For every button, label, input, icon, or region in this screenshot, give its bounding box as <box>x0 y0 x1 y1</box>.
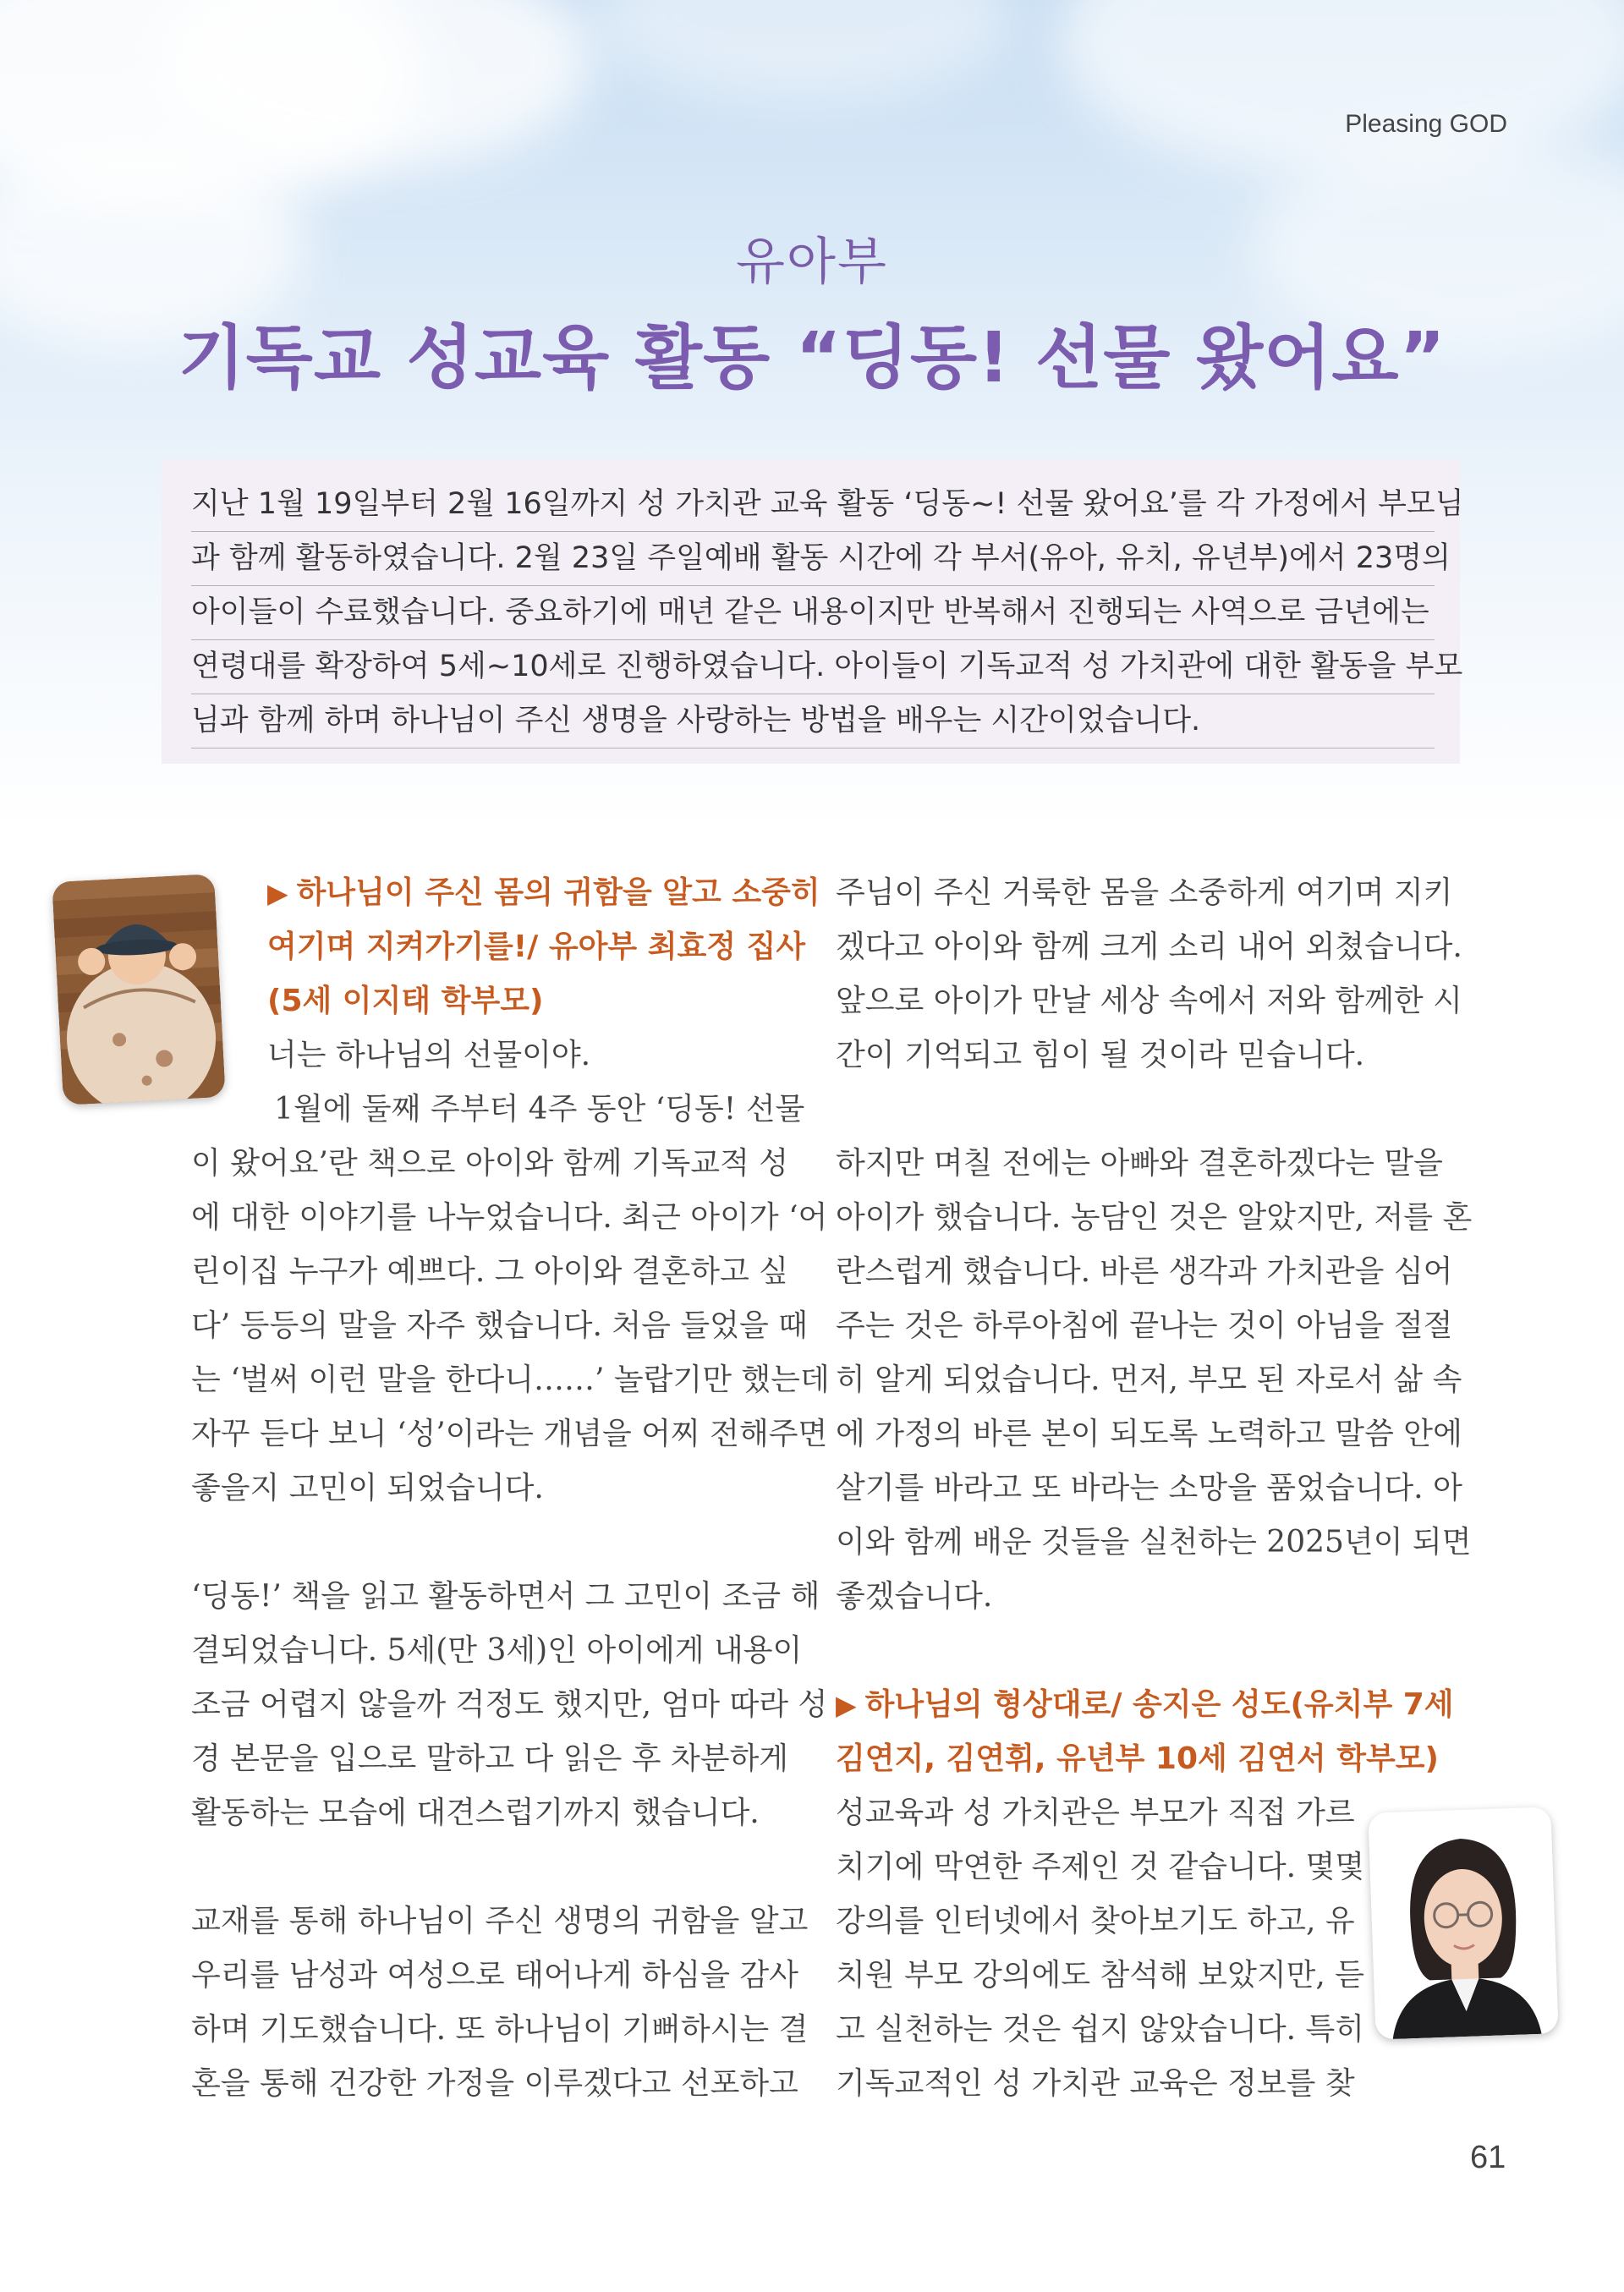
text-line: 성교육과 성 가치관은 부모가 직접 가르 <box>836 1796 1355 1830</box>
running-head: Pleasing GOD <box>1345 110 1507 138</box>
heading-line: (5세 이지태 학부모) <box>267 984 544 1018</box>
text-line: 이와 함께 배운 것들을 실천하는 2025년이 되면 <box>836 1525 1472 1560</box>
text-line: 란스럽게 했습니다. 바른 생각과 가치관을 심어 <box>836 1254 1453 1289</box>
department-title: 유아부 <box>736 233 888 292</box>
text-line: 하며 기도했습니다. 또 하나님이 기뻐하시는 결 <box>191 2012 809 2047</box>
left-column <box>191 866 830 2111</box>
arrow-icon: ▶ <box>836 1689 857 1721</box>
text-line: 치기에 막연한 주제인 것 같습니다. 몇몇 <box>836 1850 1365 1884</box>
text-line: 경 본문을 입으로 말하고 다 읽은 후 차분하게 <box>191 1741 789 1776</box>
text-line: 간이 기억되고 힘이 될 것이라 믿습니다. <box>836 1038 1365 1072</box>
text-line: 고 실천하는 것은 쉽지 않았습니다. 특히 <box>836 2012 1365 2047</box>
arrow-icon: ▶ <box>267 877 288 909</box>
heading-line: 하나님이 주신 몸의 귀함을 알고 소중히 <box>296 875 820 910</box>
text-line: 1월에 둘째 주부터 4주 동안 ‘딩동! 선물 <box>274 1092 805 1127</box>
heading-line: 여기며 지켜가기를!/ 유아부 최효정 집사 <box>267 929 806 964</box>
heading-line: 하나님의 형상대로/ 송지은 성도(유치부 7세 <box>864 1687 1454 1722</box>
text-line: 자꾸 듣다 보니 ‘성’이라는 개념을 어찌 전해주면 <box>191 1417 828 1451</box>
intro-line: 연령대를 확장하여 5세~10세로 진행하였습니다. 아이들이 기독교적 성 가치관에 대한 활동을 부모 <box>191 640 1435 694</box>
text-line: 에 가정의 바른 본이 되도록 노력하고 말씀 안에 <box>836 1417 1462 1451</box>
text-line: 좋겠습니다. <box>836 1579 993 1614</box>
heading-line: 김연지, 김연휘, 유년부 10세 김연서 학부모) <box>836 1741 1439 1776</box>
text-line: 활동하는 모습에 대견스럽기까지 했습니다. <box>191 1796 760 1830</box>
right-column <box>836 866 1473 2111</box>
text-line: 교재를 통해 하나님이 주신 생명의 귀함을 알고 <box>191 1904 809 1938</box>
text-line: 좋을지 고민이 되었습니다. <box>191 1471 544 1505</box>
text-line: 히 알게 되었습니다. 먼저, 부모 된 자로서 삶 속 <box>836 1363 1462 1397</box>
text-line: 기독교적인 성 가치관 교육은 정보를 찾 <box>836 2066 1355 2101</box>
text-line: 주는 것은 하루아침에 끝나는 것이 아님을 절절 <box>836 1308 1453 1343</box>
left-heading <box>267 866 820 1028</box>
text-line: 겠다고 아이와 함께 크게 소리 내어 외쳤습니다. <box>836 929 1462 964</box>
text-line: ‘딩동!’ 책을 읽고 활동하면서 그 고민이 조금 해 <box>191 1579 820 1614</box>
text-line: 이 왔어요’란 책으로 아이와 함께 기독교적 성 <box>191 1146 789 1181</box>
intro-line: 과 함께 활동하였습니다. 2월 23일 주일예배 활동 시간에 각 부서(유아, 유치, 유년부)에서 23명의 <box>191 532 1435 586</box>
intro-line: 지난 1월 19일부터 2월 16일까지 성 가치관 교육 활동 ‘딩동~! 선물 왔어요’를 각 가정에서 부모님 <box>191 478 1435 532</box>
text-line: 치원 부모 강의에도 참석해 보았지만, 듣 <box>836 1958 1365 1993</box>
page-number: 61 <box>1470 2140 1506 2175</box>
woman-portrait-photo <box>1368 1807 1558 2039</box>
text-line: 다’ 등등의 말을 자주 했습니다. 처음 들었을 때 <box>191 1308 808 1343</box>
text-line: 살기를 바라고 또 바라는 소망을 품었습니다. 아 <box>836 1471 1462 1505</box>
text-line: 강의를 인터넷에서 찾아보기도 하고, 유 <box>836 1904 1355 1938</box>
text-line: 너는 하나님의 선물이야. <box>267 1038 591 1072</box>
intro-line: 아이들이 수료했습니다. 중요하기에 매년 같은 내용이지만 반복해서 진행되는 사역으로 금년에는 <box>191 586 1435 640</box>
intro-line: 님과 함께 하며 하나님이 주신 생명을 사랑하는 방법을 배우는 시간이었습니다. <box>191 694 1435 748</box>
text-line: 결되었습니다. 5세(만 3세)인 아이에게 내용이 <box>191 1633 803 1668</box>
text-line: 조금 어렵지 않을까 걱정도 했지만, 엄마 따라 성 <box>191 1687 828 1722</box>
article-title: 기독교 성교육 활동 “딩동! 선물 왔어요” <box>178 318 1446 398</box>
text-line: 앞으로 아이가 만날 세상 속에서 저와 함께한 시 <box>836 984 1462 1018</box>
text-line: 린이집 누구가 예쁘다. 그 아이와 결혼하고 싶 <box>191 1254 789 1289</box>
text-line: 주님이 주신 거룩한 몸을 소중하게 여기며 지키 <box>836 875 1453 910</box>
text-line: 하지만 며칠 전에는 아빠와 결혼하겠다는 말을 <box>836 1146 1443 1181</box>
text-line: 는 ‘벌써 이런 말을 한다니……’ 놀랍기만 했는데 <box>191 1363 830 1397</box>
text-line: 혼을 통해 건강한 가정을 이루겠다고 선포하고 <box>191 2066 798 2101</box>
right-heading <box>836 1678 1454 1786</box>
text-line: 아이가 했습니다. 농담인 것은 알았지만, 저를 혼 <box>836 1200 1473 1235</box>
text-line: 에 대한 이야기를 나누었습니다. 최근 아이가 ‘어 <box>191 1200 828 1235</box>
text-line: 우리를 남성과 여성으로 태어나게 하심을 감사 <box>191 1958 798 1993</box>
intro-text <box>191 478 1464 748</box>
